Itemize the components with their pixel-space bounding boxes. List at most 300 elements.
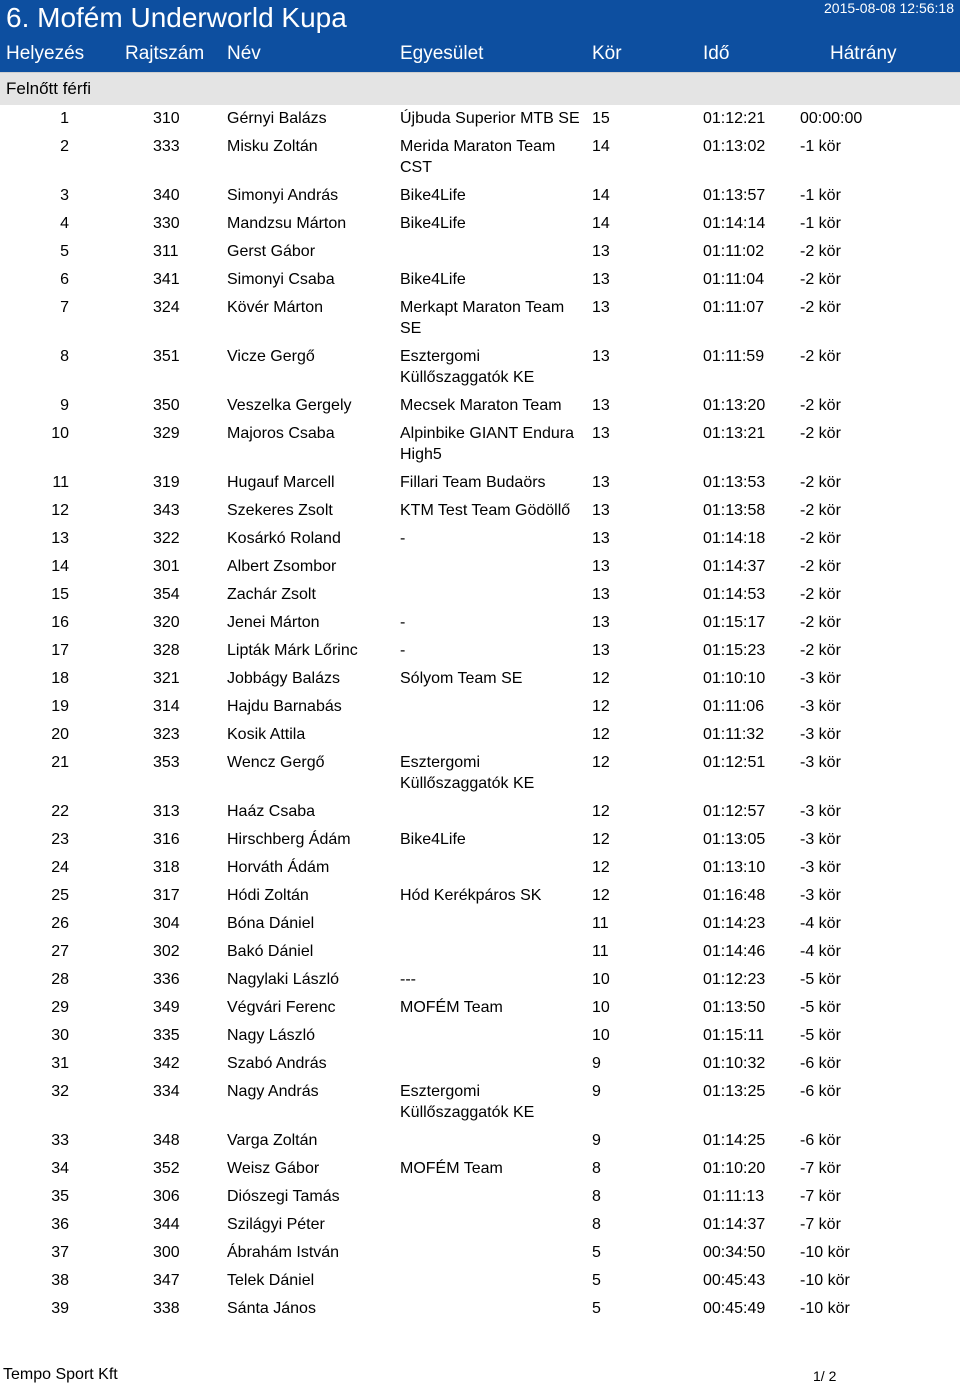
table-row — [0, 748, 960, 797]
gap: -3 kör — [800, 698, 841, 715]
athlete-name: Mandzsu Márton — [227, 215, 347, 232]
athlete-name: Haáz Csaba — [227, 803, 316, 820]
athlete-name: Majoros Csaba — [227, 425, 335, 442]
laps: 10 — [592, 999, 610, 1016]
rank: 38 — [51, 1272, 69, 1289]
bib-number: 348 — [153, 1132, 180, 1149]
athlete-name: Simonyi Csaba — [227, 271, 335, 288]
time: 01:14:37 — [703, 1216, 766, 1233]
gap: -5 kör — [800, 999, 841, 1016]
athlete-name: Hirschberg Ádám — [227, 831, 351, 848]
athlete-name: Szilágyi Péter — [227, 1216, 325, 1233]
bib-number: 302 — [153, 943, 180, 960]
laps: 13 — [592, 642, 610, 659]
time: 01:13:10 — [703, 859, 766, 876]
athlete-name: Weisz Gábor — [227, 1160, 320, 1177]
column-header-bib: Rajtszám — [125, 43, 205, 64]
bib-number: 322 — [153, 530, 180, 547]
gap: -5 kör — [800, 1027, 841, 1044]
gap: 00:00:00 — [800, 110, 863, 127]
laps: 13 — [592, 299, 610, 316]
time: 01:12:21 — [703, 110, 766, 127]
gap: -1 kör — [800, 187, 841, 204]
athlete-name: Misku Zoltán — [227, 138, 318, 155]
athlete-name: Hajdu Barnabás — [227, 698, 342, 715]
rank: 35 — [51, 1188, 69, 1205]
laps: 11 — [592, 915, 609, 932]
gap: -10 kör — [800, 1300, 850, 1317]
time: 01:11:59 — [703, 348, 765, 365]
gap: -2 kör — [800, 586, 841, 603]
bib-number: 318 — [153, 859, 180, 876]
rank: 22 — [51, 803, 69, 820]
column-header-club: Egyesület — [400, 43, 484, 64]
laps: 12 — [592, 726, 610, 743]
laps: 13 — [592, 425, 610, 442]
laps: 13 — [592, 530, 610, 547]
club-name — [400, 1025, 588, 1046]
athlete-name: Gerst Gábor — [227, 243, 316, 260]
time: 01:13:50 — [703, 999, 766, 1016]
athlete-name: Kosárkó Roland — [227, 530, 341, 547]
athlete-name: Ábrahám István — [227, 1244, 340, 1261]
rank: 12 — [51, 502, 69, 519]
time: 01:13:57 — [703, 187, 766, 204]
page-title: 6. Mofém Underworld Kupa — [6, 2, 347, 33]
gap: -2 kör — [800, 614, 841, 631]
laps: 9 — [592, 1055, 601, 1072]
club-name: - — [400, 530, 406, 547]
laps: 13 — [592, 348, 610, 365]
laps: 13 — [592, 586, 610, 603]
time: 01:12:57 — [703, 803, 766, 820]
time: 01:13:25 — [703, 1083, 766, 1100]
bib-number: 306 — [153, 1188, 180, 1205]
table-row — [0, 881, 960, 909]
rank: 3 — [60, 187, 69, 204]
laps: 5 — [592, 1272, 601, 1289]
results-list — [0, 104, 960, 1322]
bib-number: 352 — [153, 1160, 180, 1177]
athlete-name: Zachár Zsolt — [227, 586, 316, 603]
gap: -3 kör — [800, 803, 841, 820]
athlete-name: Bakó Dániel — [227, 943, 314, 960]
table-row — [0, 265, 960, 293]
table-row — [0, 636, 960, 664]
athlete-name: Horváth Ádám — [227, 859, 330, 876]
laps: 9 — [592, 1132, 601, 1149]
column-header-laps: Kör — [592, 43, 622, 64]
laps: 15 — [592, 110, 610, 127]
time: 00:45:43 — [703, 1272, 766, 1289]
rank: 25 — [51, 887, 69, 904]
time: 00:45:49 — [703, 1300, 766, 1317]
rank: 32 — [51, 1083, 69, 1100]
timestamp: 2015-08-08 12:56:18 — [824, 0, 954, 16]
athlete-name: Nagy László — [227, 1027, 316, 1044]
rank: 29 — [51, 999, 69, 1016]
club-name — [400, 1214, 588, 1235]
gap: -1 kör — [800, 215, 841, 232]
time: 01:13:02 — [703, 138, 766, 155]
club-name — [400, 1053, 588, 1074]
club-name: Merkapt Maraton Team SE — [400, 299, 565, 337]
bib-number: 323 — [153, 726, 180, 743]
time: 01:10:32 — [703, 1055, 766, 1072]
table-row — [0, 468, 960, 496]
table-row — [0, 608, 960, 636]
time: 01:11:04 — [703, 271, 765, 288]
bib-number: 320 — [153, 614, 180, 631]
bib-number: 349 — [153, 999, 180, 1016]
table-row — [0, 293, 960, 342]
athlete-name: Gérnyi Balázs — [227, 110, 327, 127]
club-name — [400, 696, 588, 717]
laps: 12 — [592, 887, 610, 904]
rank: 19 — [51, 698, 69, 715]
gap: -2 kör — [800, 271, 841, 288]
footer-company: Tempo Sport Kft — [3, 1366, 118, 1383]
gap: -1 kör — [800, 138, 841, 155]
time: 01:13:58 — [703, 502, 766, 519]
bib-number: 311 — [153, 243, 179, 260]
laps: 8 — [592, 1216, 601, 1233]
club-name: Hód Kerékpáros SK — [400, 887, 542, 904]
gap: -7 kör — [800, 1160, 841, 1177]
time: 01:11:32 — [703, 726, 765, 743]
bib-number: 335 — [153, 1027, 180, 1044]
bib-number: 319 — [153, 474, 180, 491]
gap: -10 kör — [800, 1272, 850, 1289]
laps: 13 — [592, 243, 610, 260]
rank: 24 — [51, 859, 69, 876]
rank: 15 — [51, 586, 69, 603]
header-bar — [0, 0, 960, 72]
club-name: Bike4Life — [400, 215, 466, 232]
club-name: - — [400, 614, 406, 631]
bib-number: 353 — [153, 754, 180, 771]
rank: 27 — [51, 943, 69, 960]
time: 01:13:53 — [703, 474, 766, 491]
bib-number: 324 — [153, 299, 180, 316]
table-row — [0, 419, 960, 468]
club-name — [400, 1298, 588, 1319]
athlete-name: Jenei Márton — [227, 614, 320, 631]
athlete-name: Szekeres Zsolt — [227, 502, 333, 519]
time: 01:11:13 — [703, 1188, 765, 1205]
club-name — [400, 556, 588, 577]
gap: -3 kör — [800, 887, 841, 904]
bib-number: 317 — [153, 887, 180, 904]
gap: -3 kör — [800, 859, 841, 876]
time: 01:14:37 — [703, 558, 766, 575]
rank: 7 — [60, 299, 69, 316]
table-row — [0, 909, 960, 937]
athlete-name: Varga Zoltán — [227, 1132, 318, 1149]
bib-number: 328 — [153, 642, 180, 659]
laps: 13 — [592, 271, 610, 288]
gap: -4 kör — [800, 915, 841, 932]
bib-number: 310 — [153, 110, 180, 127]
time: 01:10:10 — [703, 670, 766, 687]
athlete-name: Nagy András — [227, 1083, 319, 1100]
athlete-name: Kövér Márton — [227, 299, 324, 316]
bib-number: 347 — [153, 1272, 180, 1289]
gap: -7 kör — [800, 1188, 841, 1205]
club-name: Bike4Life — [400, 831, 466, 848]
rank: 17 — [51, 642, 69, 659]
laps: 13 — [592, 474, 610, 491]
time: 00:34:50 — [703, 1244, 766, 1261]
athlete-name: Sánta János — [227, 1300, 316, 1317]
table-row — [0, 1238, 960, 1266]
athlete-name: Kosik Attila — [227, 726, 306, 743]
bib-number: 338 — [153, 1300, 180, 1317]
time: 01:13:21 — [703, 425, 766, 442]
rank: 20 — [51, 726, 69, 743]
club-name: Esztergomi Küllőszaggatók KE — [400, 348, 535, 386]
table-row — [0, 524, 960, 552]
athlete-name: Lipták Márk Lőrinc — [227, 642, 358, 659]
table-row — [0, 1126, 960, 1154]
rank: 11 — [52, 474, 69, 491]
club-name — [400, 724, 588, 745]
gap: -3 kör — [800, 670, 841, 687]
athlete-name: Szabó András — [227, 1055, 327, 1072]
club-name: Újbuda Superior MTB SE — [400, 110, 580, 127]
table-row — [0, 580, 960, 608]
athlete-name: Telek Dániel — [227, 1272, 315, 1289]
athlete-name: Jobbágy Balázs — [227, 670, 340, 687]
laps: 11 — [592, 943, 609, 960]
time: 01:15:17 — [703, 614, 766, 631]
rank: 28 — [51, 971, 69, 988]
club-name: Bike4Life — [400, 187, 466, 204]
gap: -2 kör — [800, 642, 841, 659]
club-name — [400, 1130, 588, 1151]
gap: -2 kör — [800, 243, 841, 260]
time: 01:14:46 — [703, 943, 766, 960]
table-row — [0, 209, 960, 237]
time: 01:14:53 — [703, 586, 766, 603]
club-name: Merida Maraton Team CST — [400, 138, 556, 176]
gap: -2 kör — [800, 530, 841, 547]
bib-number: 329 — [153, 425, 180, 442]
column-header-name: Név — [227, 43, 261, 64]
time: 01:13:20 — [703, 397, 766, 414]
bib-number: 350 — [153, 397, 180, 414]
bib-number: 333 — [153, 138, 180, 155]
bib-number: 321 — [153, 670, 180, 687]
club-name: MOFÉM Team — [400, 1160, 503, 1177]
bib-number: 354 — [153, 586, 180, 603]
club-name: Alpinbike GIANT Endura High5 — [400, 425, 575, 463]
table-row — [0, 1077, 960, 1126]
club-name: Esztergomi Küllőszaggatók KE — [400, 1083, 535, 1121]
laps: 10 — [592, 971, 610, 988]
laps: 10 — [592, 1027, 610, 1044]
bib-number: 342 — [153, 1055, 180, 1072]
rank: 30 — [51, 1027, 69, 1044]
rank: 10 — [51, 425, 69, 442]
time: 01:15:11 — [703, 1027, 765, 1044]
gap: -2 kör — [800, 299, 841, 316]
category-row — [0, 72, 960, 105]
club-name: Esztergomi Küllőszaggatók KE — [400, 754, 535, 792]
bib-number: 351 — [153, 348, 180, 365]
table-row — [0, 720, 960, 748]
table-row — [0, 552, 960, 580]
time: 01:13:05 — [703, 831, 766, 848]
table-row — [0, 853, 960, 881]
rank: 6 — [60, 271, 69, 288]
laps: 13 — [592, 614, 610, 631]
rank: 8 — [60, 348, 69, 365]
time: 01:14:14 — [703, 215, 766, 232]
table-row — [0, 181, 960, 209]
table-row — [0, 1210, 960, 1238]
table-row — [0, 1182, 960, 1210]
rank: 26 — [51, 915, 69, 932]
time: 01:12:51 — [703, 754, 766, 771]
laps: 12 — [592, 803, 610, 820]
table-row — [0, 132, 960, 181]
club-name: Mecsek Maraton Team — [400, 397, 562, 414]
club-name — [400, 1270, 588, 1291]
gap: -6 kör — [800, 1132, 841, 1149]
rank: 9 — [60, 397, 69, 414]
gap: -5 kör — [800, 971, 841, 988]
table-row — [0, 1294, 960, 1322]
rank: 1 — [60, 110, 69, 127]
laps: 8 — [592, 1160, 601, 1177]
laps: 5 — [592, 1300, 601, 1317]
table-row — [0, 237, 960, 265]
rank: 33 — [51, 1132, 69, 1149]
laps: 13 — [592, 397, 610, 414]
time: 01:11:07 — [703, 299, 765, 316]
laps: 14 — [592, 138, 610, 155]
laps: 13 — [592, 502, 610, 519]
time: 01:14:25 — [703, 1132, 766, 1149]
table-row — [0, 797, 960, 825]
club-name — [400, 801, 588, 822]
table-row — [0, 993, 960, 1021]
athlete-name: Végvári Ferenc — [227, 999, 336, 1016]
rank: 4 — [60, 215, 69, 232]
table-row — [0, 496, 960, 524]
rank: 18 — [51, 670, 69, 687]
rank: 34 — [51, 1160, 69, 1177]
bib-number: 341 — [153, 271, 180, 288]
laps: 14 — [592, 187, 610, 204]
club-name: MOFÉM Team — [400, 999, 503, 1016]
club-name — [400, 857, 588, 878]
rank: 39 — [51, 1300, 69, 1317]
rank: 23 — [51, 831, 69, 848]
gap: -6 kör — [800, 1055, 841, 1072]
column-header-time: Idő — [703, 43, 730, 64]
time: 01:12:23 — [703, 971, 766, 988]
rank: 31 — [51, 1055, 69, 1072]
bib-number: 314 — [153, 698, 180, 715]
rank: 14 — [51, 558, 69, 575]
bib-number: 340 — [153, 187, 180, 204]
table-row — [0, 692, 960, 720]
club-name — [400, 1242, 588, 1263]
column-header-rank: Helyezés — [6, 43, 85, 64]
laps: 5 — [592, 1244, 601, 1261]
rank: 5 — [60, 243, 69, 260]
bib-number: 300 — [153, 1244, 180, 1261]
club-name: - — [400, 642, 406, 659]
gap: -2 kör — [800, 397, 841, 414]
table-row — [0, 825, 960, 853]
athlete-name: Vicze Gergő — [227, 348, 315, 365]
athlete-name: Hugauf Marcell — [227, 474, 335, 491]
table-row — [0, 1154, 960, 1182]
bib-number: 330 — [153, 215, 180, 232]
bib-number: 343 — [153, 502, 180, 519]
gap: -6 kör — [800, 1083, 841, 1100]
club-name — [400, 584, 588, 605]
rank: 2 — [60, 138, 69, 155]
gap: -2 kör — [800, 502, 841, 519]
gap: -7 kör — [800, 1216, 841, 1233]
laps: 14 — [592, 215, 610, 232]
column-header-gap: Hátrány — [830, 43, 897, 64]
athlete-name: Hódi Zoltán — [227, 887, 309, 904]
bib-number: 301 — [153, 558, 180, 575]
gap: -2 kör — [800, 474, 841, 491]
bib-number: 313 — [153, 803, 180, 820]
club-name: Sólyom Team SE — [400, 670, 523, 687]
rank: 37 — [51, 1244, 69, 1261]
laps: 12 — [592, 754, 610, 771]
bib-number: 316 — [153, 831, 180, 848]
table-row — [0, 965, 960, 993]
rank: 16 — [51, 614, 69, 631]
gap: -2 kör — [800, 558, 841, 575]
table-row — [0, 342, 960, 391]
club-name — [400, 913, 588, 934]
athlete-name: Wencz Gergő — [227, 754, 325, 771]
time: 01:10:20 — [703, 1160, 766, 1177]
time: 01:11:06 — [703, 698, 765, 715]
gap: -3 kör — [800, 726, 841, 743]
athlete-name: Bóna Dániel — [227, 915, 315, 932]
gap: -2 kör — [800, 425, 841, 442]
gap: -3 kör — [800, 831, 841, 848]
gap: -10 kör — [800, 1244, 850, 1261]
laps: 9 — [592, 1083, 601, 1100]
table-row — [0, 937, 960, 965]
bib-number: 336 — [153, 971, 180, 988]
laps: 12 — [592, 698, 610, 715]
table-row — [0, 391, 960, 419]
club-name: KTM Test Team Gödöllő — [400, 502, 571, 519]
club-name: Bike4Life — [400, 271, 466, 288]
footer-page-number: 1/ 2 — [813, 1368, 837, 1384]
table-row — [0, 1049, 960, 1077]
table-row — [0, 1021, 960, 1049]
laps: 13 — [592, 558, 610, 575]
laps: 8 — [592, 1188, 601, 1205]
table-row — [0, 104, 960, 132]
gap: -3 kör — [800, 754, 841, 771]
rank: 36 — [51, 1216, 69, 1233]
laps: 12 — [592, 670, 610, 687]
